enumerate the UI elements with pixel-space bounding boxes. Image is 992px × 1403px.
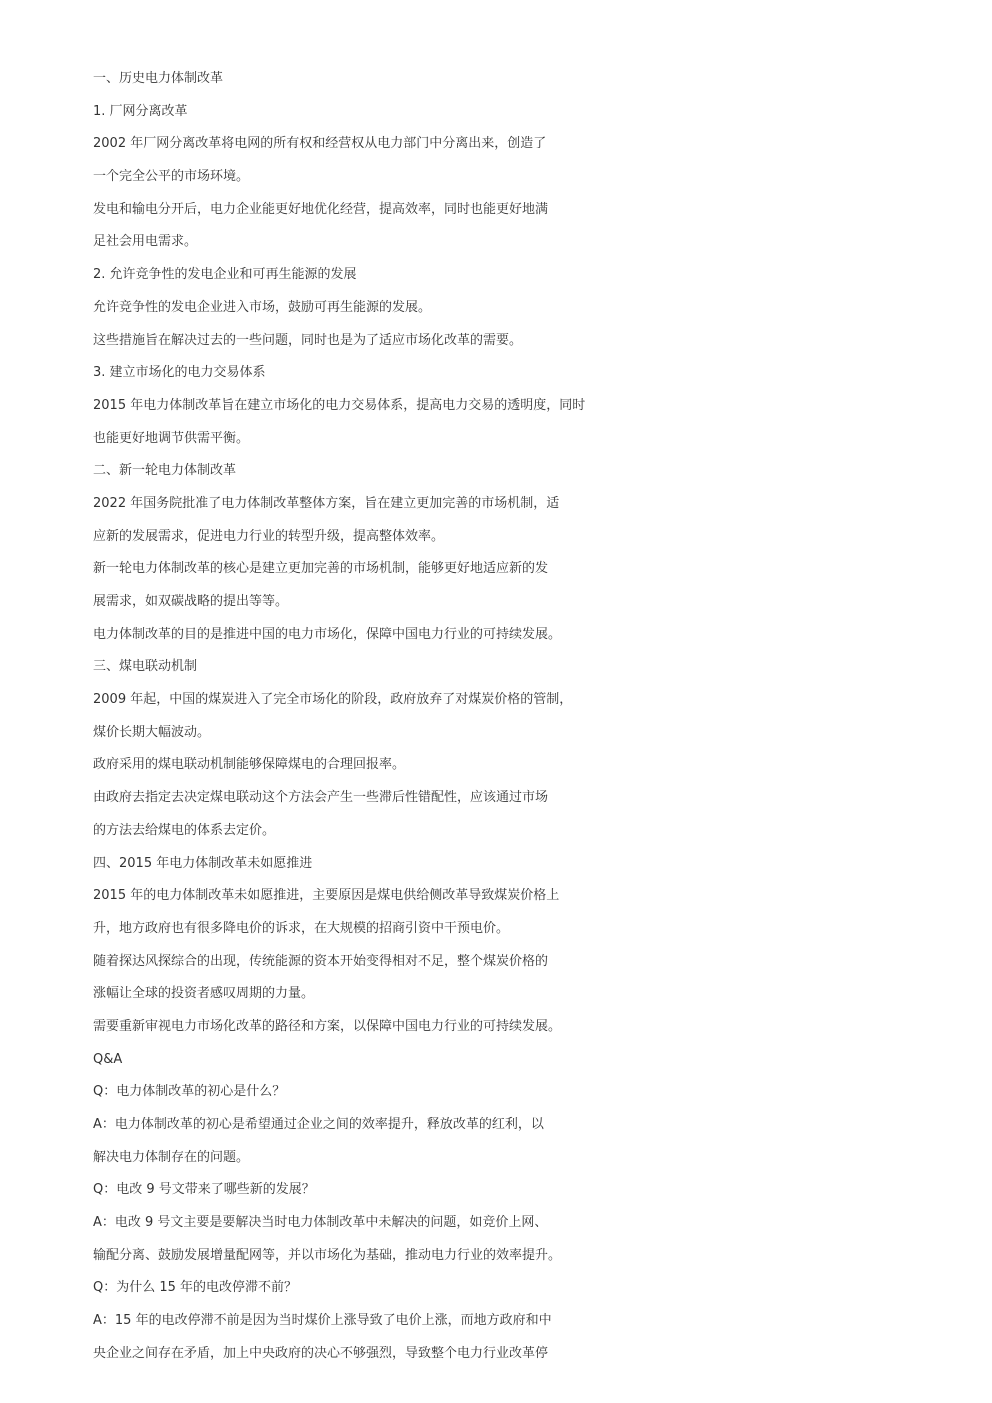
paragraph-line: 2015 年电力体制改革旨在建立市场化的电力交易体系，提高电力交易的透明度，同时 xyxy=(93,397,586,413)
section-heading: 二、新一轮电力体制改革 xyxy=(93,463,237,479)
paragraph-line: 升，地方政府也有很多降电价的诉求，在大规模的招商引资中干预电价。 xyxy=(93,920,510,936)
paragraph-line: 2015 年的电力体制改革未如愿推进，主要原因是煤电供给侧改革导致煤炭价格上 xyxy=(93,888,560,904)
paragraph-line: 一个完全公平的市场环境。 xyxy=(93,169,250,185)
paragraph-line: 政府采用的煤电联动机制能够保障煤电的合理回报率。 xyxy=(93,757,406,773)
paragraph-line: 新一轮电力体制改革的核心是建立更加完善的市场机制，能够更好地适应新的发 xyxy=(93,561,549,577)
paragraph-line: 随着探达风探综合的出现，传统能源的资本开始变得相对不足，整个煤炭价格的 xyxy=(93,953,549,969)
paragraph-line: 2022 年国务院批准了电力体制改革整体方案，旨在建立更加完善的市场机制，适 xyxy=(93,495,560,511)
paragraph-line: 应新的发展需求，促进电力行业的转型升级，提高整体效率。 xyxy=(93,528,445,544)
paragraph-line: 煤价长期大幅波动。 xyxy=(93,724,211,740)
section-heading: 一、历史电力体制改革 xyxy=(93,71,224,86)
subsection-heading: 2. 允许竞争性的发电企业和可再生能源的发展 xyxy=(93,267,357,283)
paragraph-line: 这些措施旨在解决过去的一些问题，同时也是为了适应市场化改革的需要。 xyxy=(93,332,523,348)
paragraph-line: 发电和输电分开后，电力企业能更好地优化经营，提高效率，同时也能更好地满 xyxy=(93,201,549,217)
subsection-heading: 1. 厂网分离改革 xyxy=(93,103,188,119)
paragraph-line: 2002 年厂网分离改革将电网的所有权和经营权从电力部门中分离出来，创造了 xyxy=(93,136,547,152)
section-heading: 四、2015 年电力体制改革未如愿推进 xyxy=(93,855,313,871)
paragraph-line: 允许竞争性的发电企业进入市场，鼓励可再生能源的发展。 xyxy=(93,299,432,315)
document-body xyxy=(93,68,653,1376)
question-line: Q：电力体制改革的初心是什么？ xyxy=(93,1084,286,1100)
paragraph-line: 足社会用电需求。 xyxy=(93,234,198,250)
subsection-heading: 3. 建立市场化的电力交易体系 xyxy=(93,365,266,381)
paragraph-line: 由政府去指定去决定煤电联动这个方法会产生一些滞后性错配性，应该通过市场 xyxy=(93,790,549,806)
paragraph-line: 电力体制改革的目的是推进中国的电力市场化，保障中国电力行业的可持续发展。 xyxy=(93,626,562,642)
paragraph-line: 涨幅让全球的投资者感叹周期的力量。 xyxy=(93,986,315,1002)
qa-heading: Q&A xyxy=(93,1051,123,1067)
paragraph-line: 需要重新审视电力市场化改革的路径和方案，以保障中国电力行业的可持续发展。 xyxy=(93,1018,562,1034)
paragraph-line: 也能更好地调节供需平衡。 xyxy=(93,430,250,446)
section-heading: 三、煤电联动机制 xyxy=(93,659,198,675)
question-line: Q：电改 9 号文带来了哪些新的发展？ xyxy=(93,1182,315,1198)
answer-line: 央企业之间存在矛盾，加上中央政府的决心不够强烈，导致整个电力行业改革停 xyxy=(93,1345,549,1361)
answer-line: A：电改 9 号文主要是要解决当时电力体制改革中未解决的问题，如竞价上网、 xyxy=(93,1215,548,1231)
answer-line: A：电力体制改革的初心是希望通过企业之间的效率提升，释放改革的红利，以 xyxy=(93,1117,544,1132)
paragraph-line: 展需求，如双碳战略的提出等等。 xyxy=(93,594,289,609)
answer-line: 解决电力体制存在的问题。 xyxy=(93,1149,250,1165)
paragraph-line: 的方法去给煤电的体系去定价。 xyxy=(93,822,276,838)
answer-line: 输配分离、鼓励发展增量配网等，并以市场化为基础，推动电力行业的效率提升。 xyxy=(93,1247,562,1263)
question-line: Q：为什么 15 年的电改停滞不前？ xyxy=(93,1280,298,1296)
answer-line: A：15 年的电改停滞不前是因为当时煤价上涨导致了电价上涨，而地方政府和中 xyxy=(93,1313,552,1329)
paragraph-line: 2009 年起，中国的煤炭进入了完全市场化的阶段，政府放弃了对煤炭价格的管制， xyxy=(93,692,573,708)
